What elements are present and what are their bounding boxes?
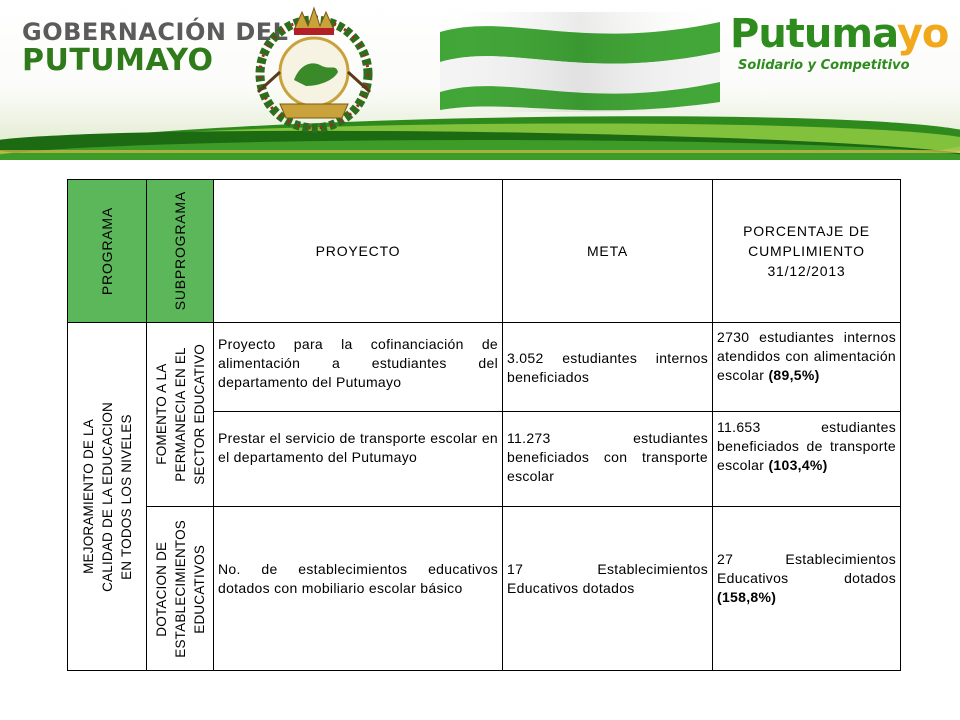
putumayo-brand-logo	[730, 11, 949, 73]
meta-cell	[503, 323, 713, 412]
brand-wordmark	[730, 11, 949, 57]
brand-word-green: Putuma	[730, 11, 897, 57]
cumplimiento-percent: (89,5%)	[768, 367, 820, 383]
cumplimiento-text: 2730 estudiantes internos atendidos con alimentación escolar	[717, 329, 896, 383]
subprograma-label: DOTACION DE ESTABLECIMIENTOS EDUCATIVOS	[153, 519, 207, 658]
table-row	[68, 323, 901, 412]
header-proyecto: PROYECTO	[214, 180, 503, 323]
table-row	[68, 507, 901, 671]
meta-cell	[503, 412, 713, 507]
government-logo-text	[22, 20, 288, 76]
gov-title-line1: GOBERNACIÓN DEL	[22, 18, 289, 46]
proyecto-text: Proyecto para la cofinanciación de alimentación a estudiantes del departamento del Putumayo	[218, 336, 498, 390]
cumplimiento-cell	[713, 412, 901, 507]
table-header-row	[68, 180, 901, 323]
gov-title-line2: PUTUMAYO	[22, 43, 214, 78]
brand-slogan: Solidario y Competitivo	[738, 58, 910, 73]
subprograma-cell	[147, 323, 214, 507]
cumplimiento-percent: (158,8%)	[717, 589, 777, 605]
cumplimiento-text: 11.653 estudiantes beneficiados de transporte escolar	[717, 419, 896, 473]
header-porcentaje: PORCENTAJE DE CUMPLIMIENTO 31/12/2013	[713, 180, 901, 323]
header-subprograma	[147, 180, 214, 323]
meta-cell	[503, 507, 713, 671]
header-banner	[0, 0, 960, 160]
header-programa	[68, 180, 147, 323]
meta-text: 3.052 estudiantes internos beneficiados	[507, 350, 708, 385]
proyecto-text: Prestar el servicio de transporte escolar en el departamento del Putumayo	[218, 430, 498, 465]
subprograma-cell	[147, 507, 214, 671]
proyecto-text: No. de establecimientos educativos dotados con mobiliario escolar básico	[218, 561, 498, 596]
header-subprograma-label: SUBPROGRAMA	[171, 191, 188, 311]
banner-gold-line	[0, 150, 960, 153]
programa-cell	[68, 323, 147, 671]
cumplimiento-cell	[713, 323, 901, 412]
proyecto-cell	[214, 507, 503, 671]
results-table	[67, 179, 901, 671]
coat-of-arms-seal-icon	[250, 6, 378, 134]
brand-word-orange: yo	[896, 11, 949, 57]
subprograma-label: FOMENTO A LA PERMANECIA EN EL SECTOR EDUCATIVO	[153, 344, 207, 485]
cumplimiento-text: 27 Establecimientos Educativos dotados	[717, 551, 896, 586]
header-meta: META	[503, 180, 713, 323]
programa-label: MEJORAMIENTO DE LA CALIDAD DE LA EDUCACION EN TODOS LOS NIVELES	[80, 401, 134, 592]
proyecto-cell	[214, 323, 503, 412]
putumayo-flag-icon	[430, 12, 730, 112]
cumplimiento-percent: (103,4%)	[768, 457, 828, 473]
meta-text: 11.273 estudiantes beneficiados con transporte escolar	[507, 430, 708, 484]
meta-text: 17 Establecimientos Educativos dotados	[507, 561, 708, 596]
header-programa-label: PROGRAMA	[98, 206, 115, 296]
proyecto-cell	[214, 412, 503, 507]
cumplimiento-cell	[713, 507, 901, 671]
